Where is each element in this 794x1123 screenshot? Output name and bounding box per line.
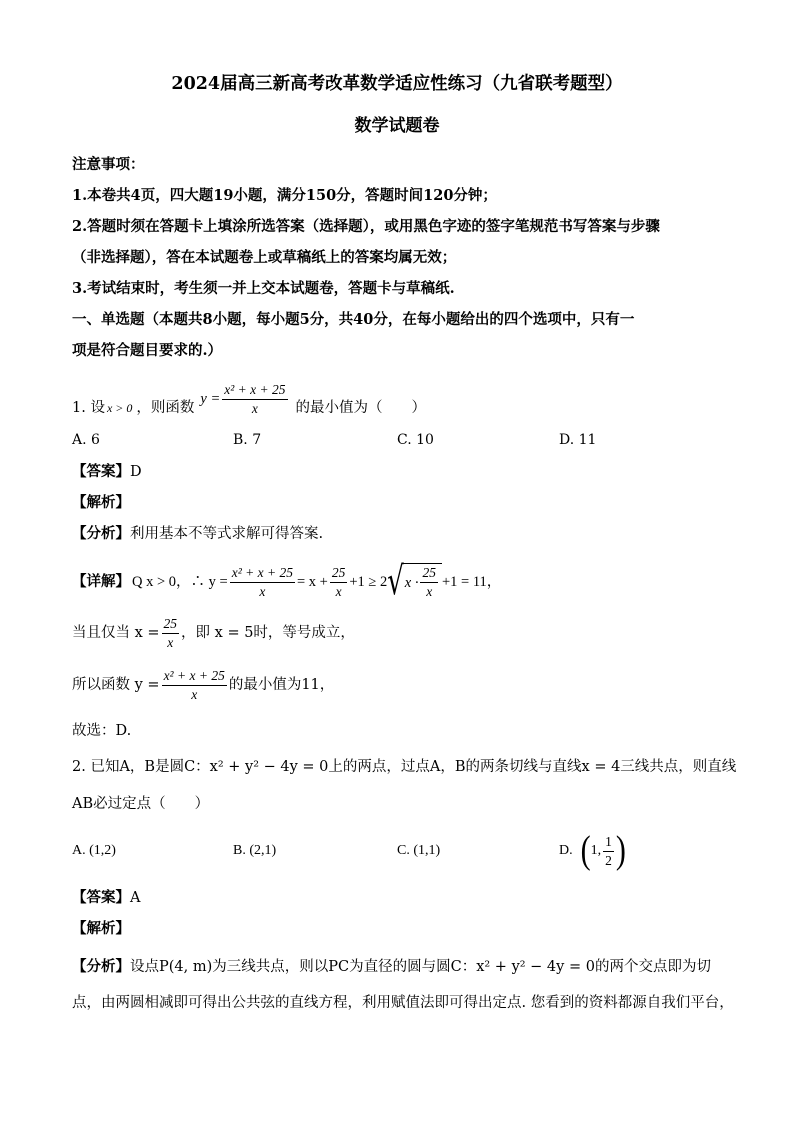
q2-fenxi-tag: 【分析】 [72, 958, 130, 975]
q1-min-part-a: 所以函数 y = [72, 677, 160, 693]
q1-min-frac-den: x [191, 686, 198, 702]
q2-option-b: B. (2,1) [233, 843, 277, 858]
q2-fenxi-line-2: 点，由两圆相减即可得出公共弦的直线方程，利用赋值法即可得出定点. 您看到的资料都源自我们平台， [72, 995, 734, 1011]
q1-detail-fraction-2 [330, 564, 348, 601]
q1-option-c: C. 10 [397, 432, 434, 448]
q1-option-a: A. 6 [72, 432, 100, 448]
section-heading-line1: 一、单选题（本题共8小题，每小题5分，共40分，在每小题给出的四个选项中，只有一 [72, 311, 635, 328]
q2-option-a: A. (1,2) [72, 843, 116, 858]
q2-analysis-tag: 【解析】 [72, 920, 130, 937]
q1-min-fraction [162, 667, 227, 704]
q1-eq-part-a: 当且仅当 x = [72, 625, 160, 641]
q1-fenxi-tag: 【分析】 [72, 525, 130, 542]
q1-detail-frac2-num: 25 [330, 564, 348, 583]
q1-detail-part-b: = x + [296, 574, 328, 590]
q2-option-d-den: 2 [605, 852, 612, 868]
q1-detail [72, 559, 501, 605]
q1-detail-part-d: +1 = 11， [441, 574, 502, 590]
q1-eq-fraction [162, 615, 180, 652]
q1-detail-fraction-1 [230, 564, 295, 601]
section-heading-line2: 项是符合题目要求的.） [72, 342, 223, 359]
q2-option-d-x: 1, [590, 843, 602, 858]
q2-option-d-label: D. [559, 843, 573, 858]
q2-answer [72, 888, 140, 908]
q1-detail-frac1-den: x [259, 583, 266, 599]
q1-choose: 故选：D. [72, 723, 132, 739]
q1-answer [72, 462, 142, 482]
notice-item-3: 3.考试结束时，考生须一并上交本试题卷，答题卡与草稿纸. [72, 280, 455, 297]
q1-y-equals: y = [200, 391, 221, 407]
q2-fenxi-line-1 [72, 957, 711, 977]
exam-title: 2024届高三新高考改革数学适应性练习（九省联考题型） [171, 74, 623, 94]
q1-mid-text: ，则函数 [136, 400, 195, 416]
q1-equality-condition [72, 612, 355, 654]
q1-detail-part-a: Q x > 0，∴ y = [132, 574, 228, 590]
q1-option-d: D. 11 [559, 432, 597, 448]
notice-item-1: 1.本卷共4页，四大题19小题，满分150分，答题时间120分钟； [72, 187, 497, 204]
q1-minimum [72, 664, 334, 706]
q2-answer-tag: 【答案】 [72, 889, 130, 906]
q1-answer-tag: 【答案】 [72, 463, 130, 480]
q1-frac-numerator: x² + x + 25 [222, 381, 287, 400]
q1-detail-frac3-den: x [426, 584, 433, 599]
q1-analysis-tag: 【解析】 [72, 494, 130, 511]
q1-detail-frac3-num: 25 [420, 564, 438, 583]
q1-answer-value: D [130, 464, 142, 480]
exam-subtitle: 数学试题卷 [354, 116, 440, 136]
q2-answer-value: A [130, 890, 141, 906]
q1-detail-radicand [403, 563, 442, 601]
q1-fraction [222, 381, 287, 418]
q1-detail-frac2-den: x [335, 583, 342, 599]
q2-option-d-num: 1 [603, 833, 614, 852]
notice-item-2a: 2.答题时须在答题卡上填涂所选答案（选择题），或用黑色字迹的签字笔规范书写答案与步骤 [72, 218, 660, 235]
q1-detail-frac1-num: x² + x + 25 [230, 564, 295, 583]
q1-min-frac-num: x² + x + 25 [162, 667, 227, 686]
q2-line-2: AB必过定点（ ） [72, 796, 210, 812]
q1-detail-sqrt-x: x · [404, 574, 419, 591]
q2-option-d-fraction [603, 833, 614, 870]
q2-option-c: C. (1,1) [397, 843, 441, 858]
notice-item-2b: （非选择题），答在本试题卷上或草稿纸上的答案均属无效； [72, 249, 457, 266]
q1-min-part-b: 的最小值为11， [228, 677, 335, 693]
sqrt-icon: √ [387, 559, 404, 605]
notice-heading: 注意事项： [72, 156, 145, 173]
q2-option-d: D. ( 1, $\frac{1}{2}$ ) [559, 828, 626, 872]
q2-fenxi-text-1: 设点P(4, m)为三线共点，则以PC为直径的圆与圆C：x² + y² − 4y = 0的两个交点即为切 [130, 959, 711, 975]
q1-eq-frac-den: x [167, 634, 174, 650]
q2-line-1: 2. 已知A，B是圆C：x² + y² − 4y = 0上的两点，过点A，B的两条切线与直线x = 4三线共点，则直线 [72, 759, 737, 775]
q1-frac-denominator: x [251, 400, 258, 416]
q1-detail-tag: 【详解】 [72, 573, 130, 590]
q1-fenxi-text: 利用基本不等式求解可得答案. [130, 526, 324, 542]
q1-fenxi [72, 524, 323, 544]
question-1 [72, 379, 426, 419]
q1-suffix: 的最小值为（ ） [295, 400, 427, 416]
q1-option-b: B. 7 [233, 432, 262, 448]
q1-condition: x > 0 [106, 401, 133, 415]
q1-eq-part-b: ，即 x = 5时，等号成立， [181, 625, 355, 641]
q1-eq-frac-num: 25 [162, 615, 180, 634]
q1-detail-fraction-3 [420, 564, 438, 601]
q1-prefix: 1. 设 [72, 400, 105, 416]
q1-detail-part-c: +1 ≥ 2 [349, 574, 388, 590]
